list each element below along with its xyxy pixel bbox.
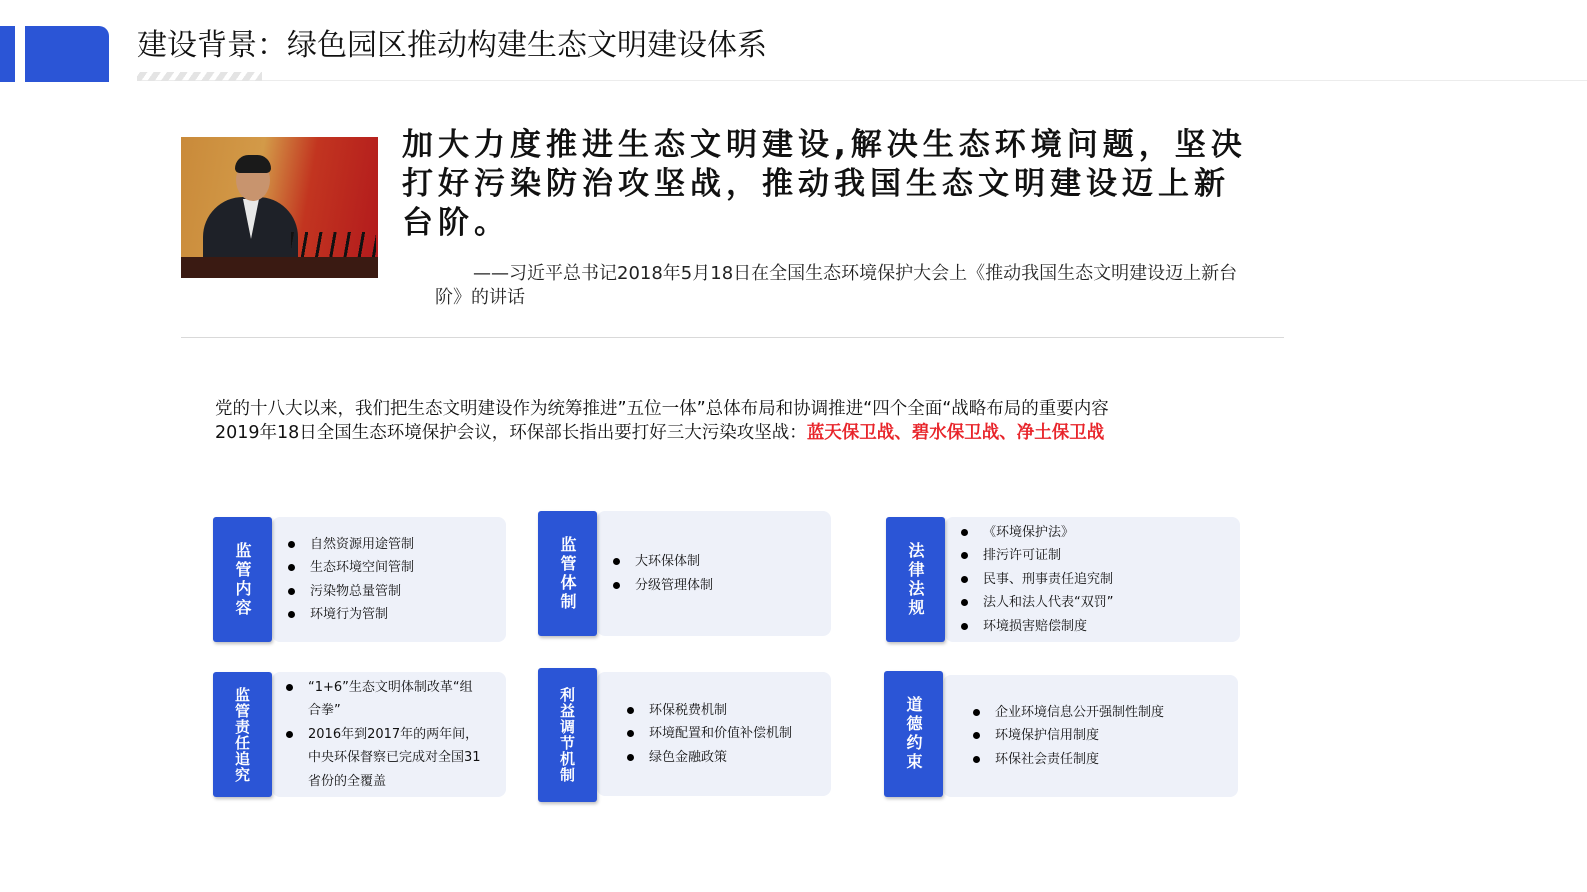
card-tag <box>538 511 597 636</box>
list-item: 环境保护信用制度 <box>973 724 1164 747</box>
card-accountability <box>213 672 506 797</box>
list-item: 自然资源用途管制 <box>288 533 414 556</box>
card-tag <box>886 517 945 642</box>
list-item: 分级管理体制 <box>613 574 713 597</box>
card-panel <box>272 517 506 642</box>
intro-line-2-highlight: 蓝天保卫战、碧水保卫战、净土保卫战 <box>806 423 1105 443</box>
list-item: 生态环境空间管制 <box>288 556 414 579</box>
card-list <box>597 550 713 597</box>
card-tag-label: 监管责任追究 <box>233 686 251 783</box>
intro-line-1: 党的十八大以来，我们把生态文明建设作为统筹推进”五位一体”总体布局和协调推进“四个全面“战略布局的重要内容 <box>215 399 1109 419</box>
header-stripes-decoration <box>137 72 262 81</box>
card-list <box>272 533 414 627</box>
header-accent-block <box>25 26 109 82</box>
card-moral-constraint <box>884 671 1238 797</box>
section-divider <box>181 337 1284 338</box>
card-tag-label: 法律法规 <box>906 541 925 618</box>
card-list <box>597 699 792 769</box>
card-supervision-system <box>538 511 831 636</box>
list-item: 民事、刑事责任追究制 <box>961 568 1113 591</box>
list-item: “1+6”生态文明体制改革“组合拳” <box>286 676 481 723</box>
list-item: 法人和法人代表“双罚” <box>961 591 1113 614</box>
card-list <box>272 676 481 793</box>
card-tag-label: 监管体制 <box>558 535 577 612</box>
quote-attribution: ——习近平总书记2018年5月18日在全国生态环境保护大会上《推动我国生态文明建设迈上新台阶》的讲话 <box>435 263 1238 308</box>
list-item: 环境行为管制 <box>288 603 414 626</box>
photo-podium <box>181 257 378 278</box>
speaker-photo <box>181 137 378 278</box>
card-list <box>945 521 1113 638</box>
card-laws-regulations <box>886 517 1240 642</box>
card-panel <box>945 517 1240 642</box>
list-item: 2016年到2017年的两年间，中央环保督察已完成对全国31省份的全覆盖 <box>286 723 481 793</box>
list-item: 排污许可证制 <box>961 544 1113 567</box>
card-tag <box>213 517 272 642</box>
list-item: 《环境保护法》 <box>961 521 1113 544</box>
list-item: 大环保体制 <box>613 550 713 573</box>
card-interest-mechanism <box>538 668 831 802</box>
list-item: 环保税费机制 <box>627 699 792 722</box>
card-supervision-content <box>213 517 506 642</box>
card-panel <box>943 675 1238 797</box>
card-tag <box>538 668 597 802</box>
card-tag <box>213 672 272 797</box>
card-panel <box>272 672 506 797</box>
card-tag-label: 利益调节机制 <box>558 687 576 783</box>
card-tag <box>884 671 943 797</box>
intro-line-2-prefix: 2019年18日全国生态环境保护会议，环保部长指出要打好三大污染攻坚战： <box>215 423 807 443</box>
card-list <box>943 701 1164 771</box>
list-item: 环保社会责任制度 <box>973 748 1164 771</box>
list-item: 企业环境信息公开强制性制度 <box>973 701 1164 724</box>
page-title: 建设背景：绿色园区推动构建生态文明建设体系 <box>137 28 767 63</box>
list-item: 环境配置和价值补偿机制 <box>627 722 792 745</box>
quote-text: 加大力度推进生态文明建设,解决生态环境问题，坚决打好污染防治攻坚战，推动我国生态文明建设迈上新台阶。 <box>402 127 1247 241</box>
photo-microphones <box>291 232 376 258</box>
card-tag-label: 监管内容 <box>233 541 252 618</box>
header-underline <box>137 80 1587 81</box>
card-panel <box>597 511 831 636</box>
intro-paragraph <box>215 397 1355 445</box>
photo-speaker-hair <box>235 155 271 173</box>
card-tag-label: 道德约束 <box>904 696 923 772</box>
list-item: 环境损害赔偿制度 <box>961 615 1113 638</box>
header-accent-bar <box>0 26 15 82</box>
list-item: 绿色金融政策 <box>627 746 792 769</box>
card-panel <box>597 672 831 796</box>
list-item: 污染物总量管制 <box>288 580 414 603</box>
